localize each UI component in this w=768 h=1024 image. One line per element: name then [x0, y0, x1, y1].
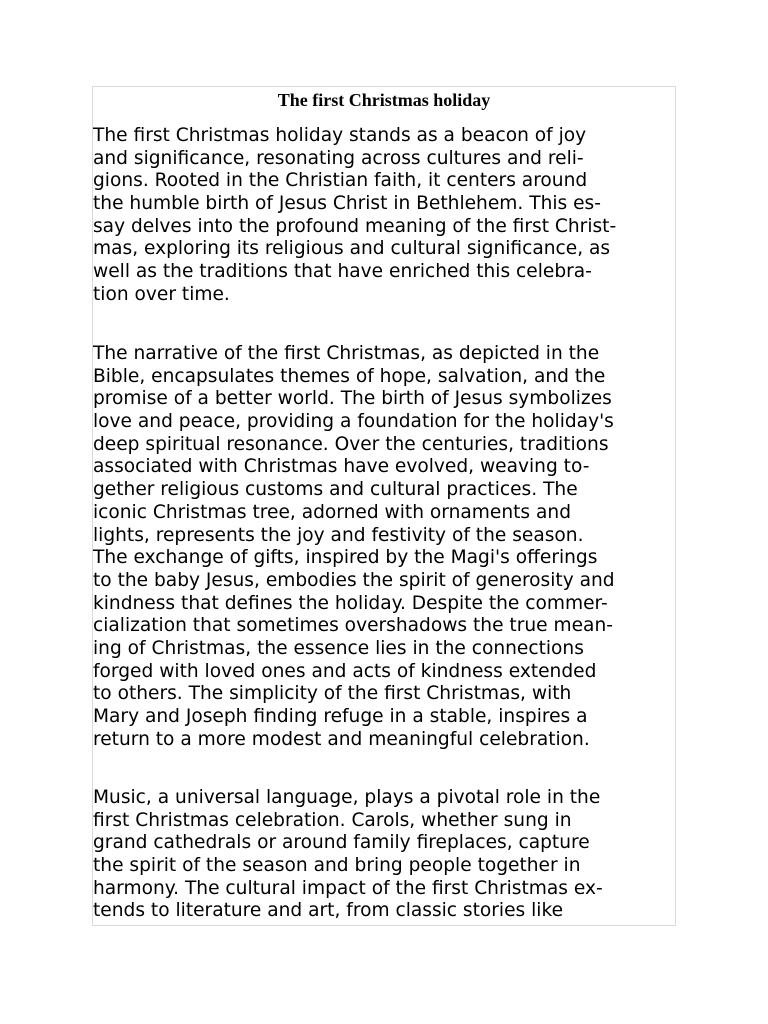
- paragraph-line: associated with Christmas have evolved, weaving to-: [93, 456, 590, 478]
- paragraph-line: gether religious customs and cultural practices. The: [93, 479, 578, 501]
- paragraph-line: first Christmas celebration. Carols, whether sung in: [93, 809, 572, 831]
- document-page: [92, 86, 676, 926]
- paragraph-line: The first Christmas holiday stands as a beacon of joy: [93, 125, 587, 146]
- paragraph-line: the spirit of the season and bring people together in: [93, 855, 581, 877]
- paragraph-line: say delves into the profound meaning of the first Christ-: [93, 215, 617, 237]
- paragraph-line: harmony. The cultural impact of the first Christmas ex-: [93, 877, 603, 899]
- paragraph-line: iconic Christmas tree, adorned with ornaments and: [93, 501, 571, 523]
- paragraph-line: to the baby Jesus, embodies the spirit of generosity and: [93, 569, 615, 591]
- paragraph-line: The narrative of the first Christmas, as depicted in the: [93, 343, 600, 364]
- paragraph-2: [93, 343, 615, 751]
- paragraph-line: deep spiritual resonance. Over the centuries, traditions: [93, 433, 609, 455]
- paragraph-line: and significance, resonating across cultures and reli-: [93, 147, 584, 169]
- paragraph-line: return to a more modest and meaningful celebration.: [93, 728, 590, 750]
- paragraph-3: [93, 787, 603, 923]
- paragraph-line: lights, represents the joy and festivity of the season.: [93, 524, 584, 546]
- paragraph-line: gions. Rooted in the Christian faith, it centers around: [93, 170, 588, 192]
- document-title: The first Christmas holiday: [277, 90, 491, 110]
- paragraph-line: well as the traditions that have enriched this celebra-: [93, 261, 592, 283]
- paragraph-line: Music, a universal language, plays a pivotal role in the: [93, 787, 601, 808]
- paragraph-line: forged with loved ones and acts of kindness extended: [93, 660, 597, 682]
- paragraph-line: kindness that defines the holiday. Despite the commer-: [93, 592, 608, 614]
- paragraph-line: promise of a better world. The birth of Jesus symbolizes: [93, 388, 612, 410]
- paragraph-line: grand cathedrals or around family fireplaces, capture: [93, 832, 590, 854]
- paragraph-line: Bible, encapsulates themes of hope, salvation, and the: [93, 365, 606, 387]
- paragraph-line: mas, exploring its religious and cultural significance, as: [93, 238, 611, 260]
- paragraph-line: cialization that sometimes overshadows the true mean-: [93, 615, 613, 637]
- paragraph-1: [93, 125, 616, 307]
- paragraph-line: Mary and Joseph finding refuge in a stable, inspires a: [93, 706, 588, 727]
- paragraph-line: to others. The simplicity of the first Christmas, with: [93, 683, 572, 705]
- paragraph-line: love and peace, providing a foundation for the holiday's: [93, 411, 614, 433]
- paragraph-line: tends to literature and art, from classic stories like: [93, 900, 564, 922]
- paragraph-line: The exchange of gifts, inspired by the Magi's offerings: [93, 547, 598, 569]
- paragraph-line: ing of Christmas, the essence lies in the connections: [93, 637, 584, 659]
- paragraph-line: the humble birth of Jesus Christ in Bethlehem. This es-: [93, 193, 601, 215]
- paragraph-line: tion over time.: [93, 283, 230, 305]
